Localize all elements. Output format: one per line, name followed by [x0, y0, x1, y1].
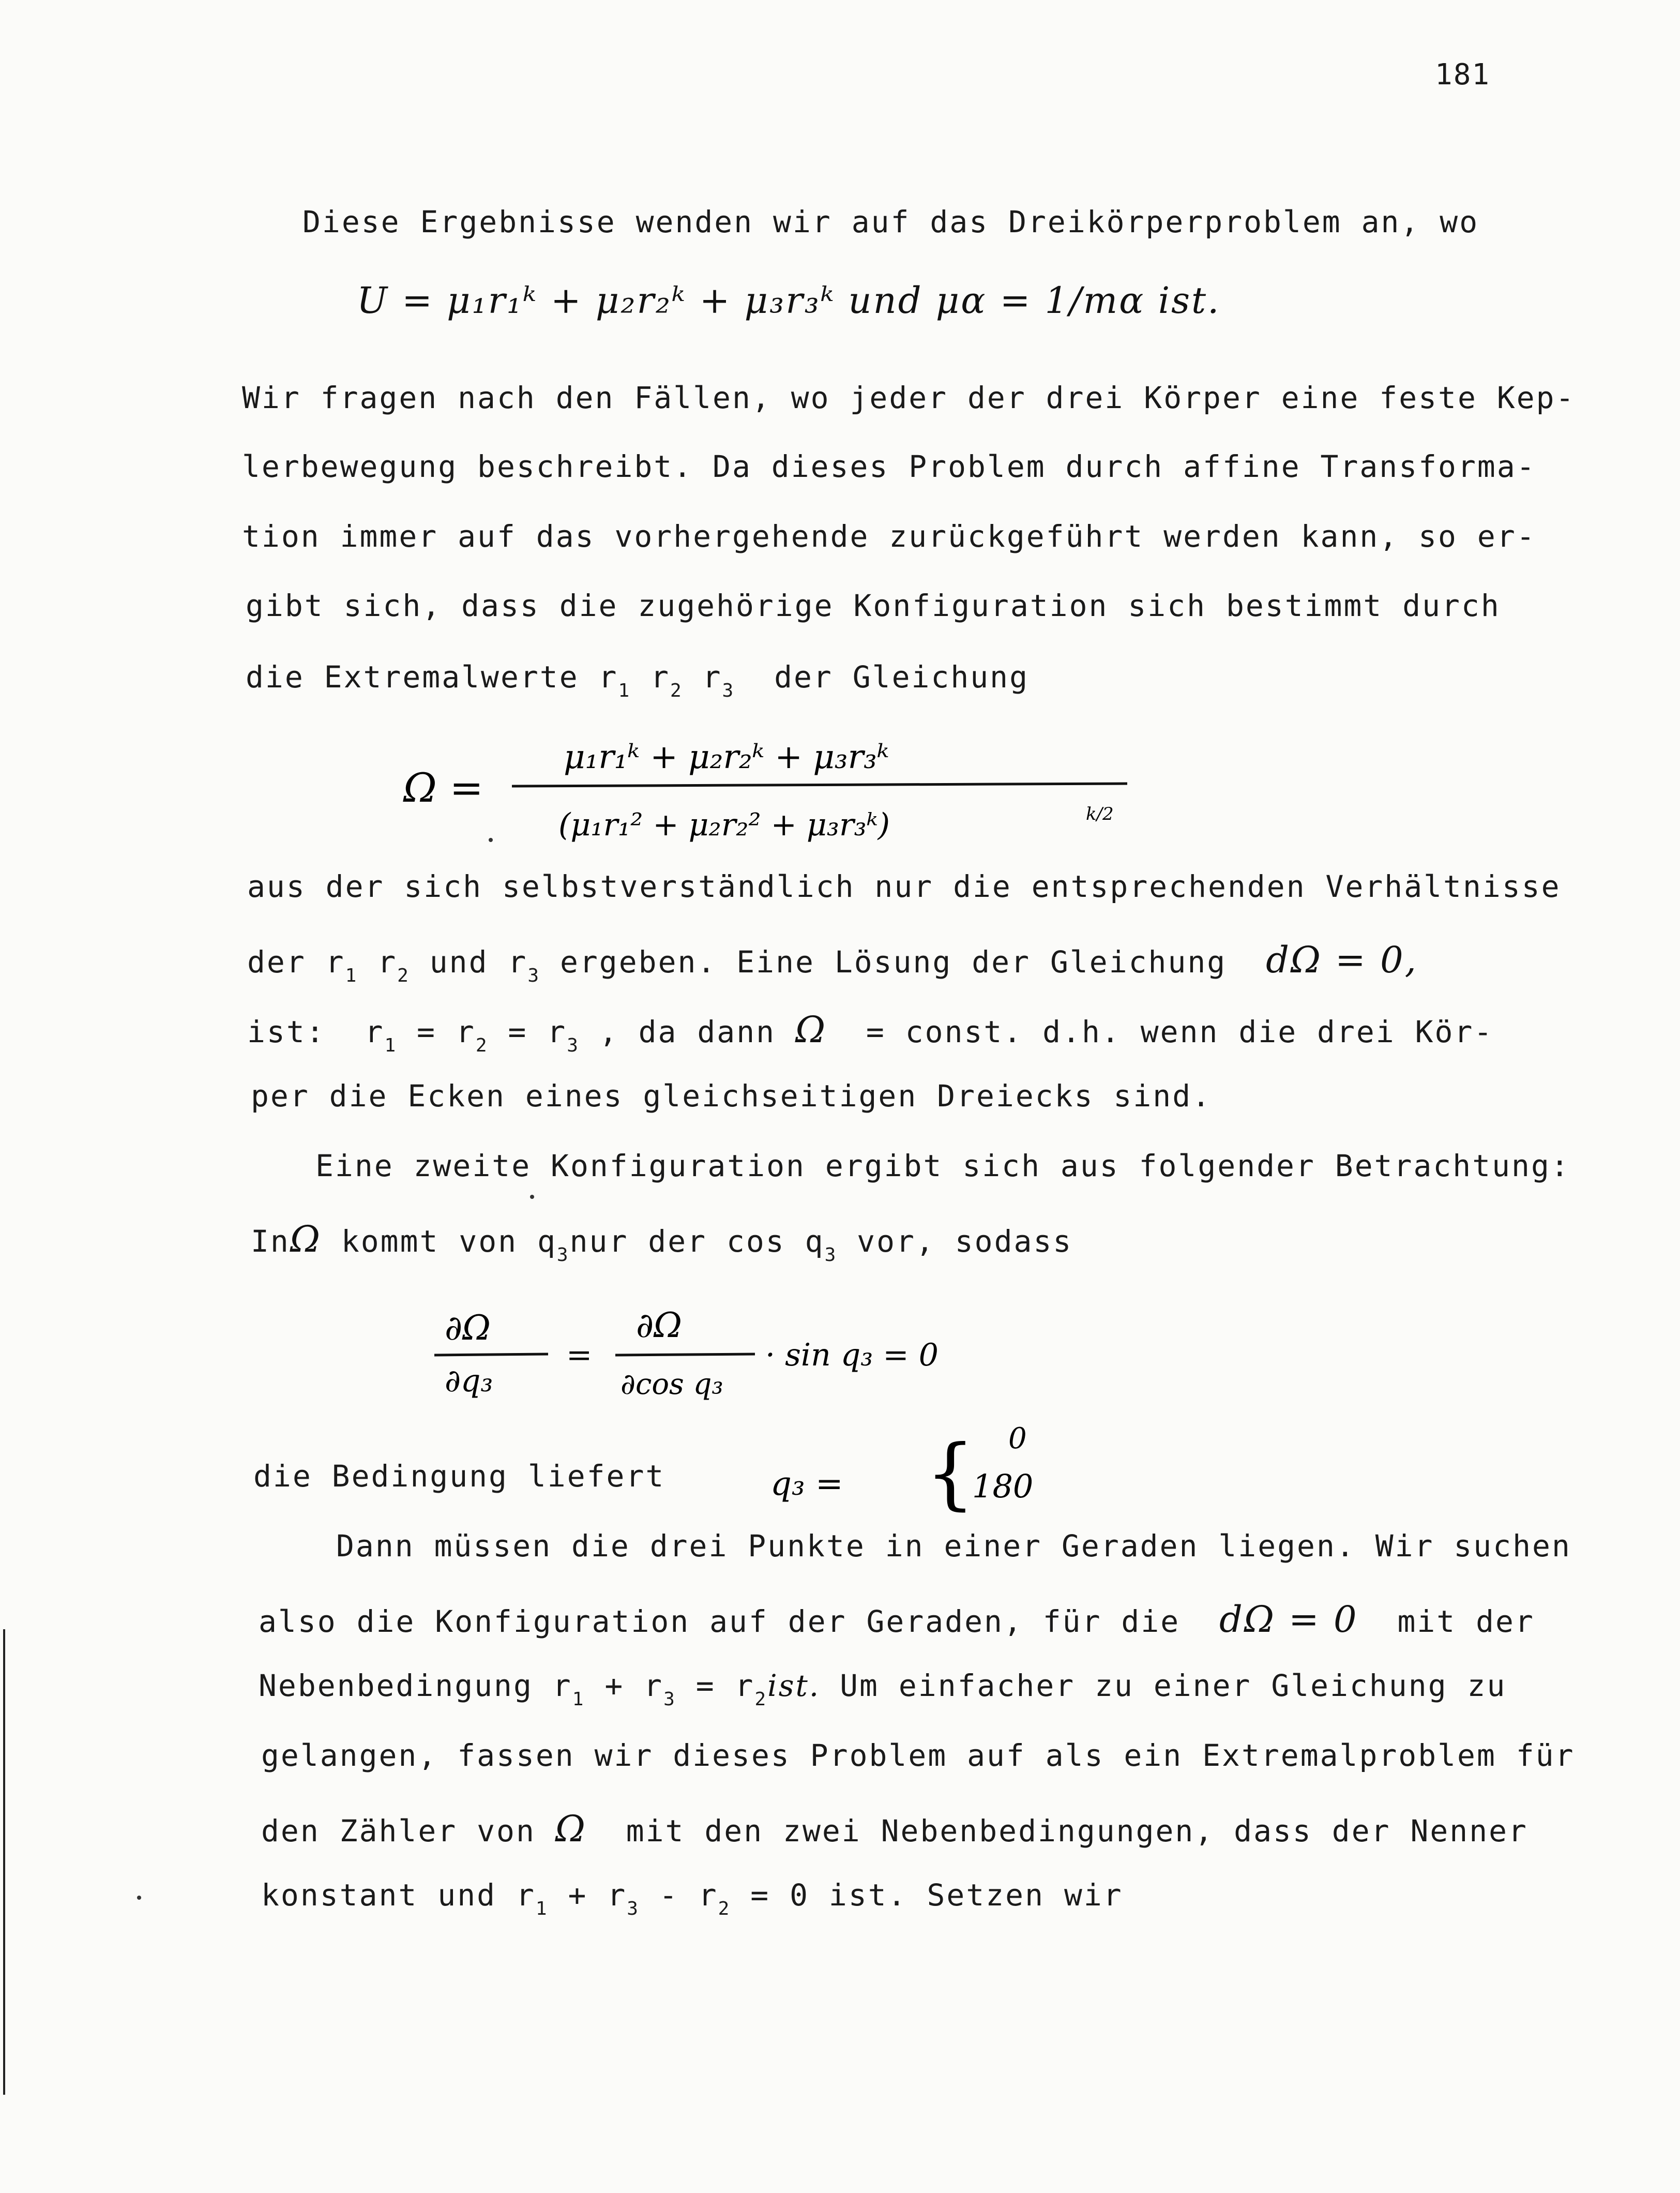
- subscript: 3: [567, 1035, 580, 1056]
- subscript: 3: [527, 965, 541, 986]
- q3-value-180: 180: [972, 1467, 1034, 1505]
- partial-tail: · sin q₃ = 0: [765, 1337, 939, 1373]
- text-fragment: Nebenbedingung r: [259, 1668, 572, 1703]
- text-line-1: Diese Ergebnisse wenden wir auf das Dreikörperproblem an, wo: [302, 204, 1479, 239]
- text-line-21: [261, 1808, 1528, 1850]
- text-fragment: vor, sodass: [857, 1224, 1073, 1259]
- subscript: 3: [627, 1898, 640, 1919]
- text-fragment: + r: [568, 1877, 627, 1913]
- partial-lhs-numerator: ∂Ω: [445, 1308, 491, 1348]
- text-fragment: = const. d.h. wenn die drei Kör-: [866, 1014, 1494, 1049]
- text-fragment: den Zähler von: [261, 1813, 536, 1849]
- subscript: 1: [535, 1898, 549, 1919]
- omega-exponent: k/2: [1086, 804, 1114, 824]
- q3-value-0: 0: [1008, 1422, 1027, 1455]
- text-line-18: [259, 1598, 1535, 1641]
- text-fragment: = r: [508, 1014, 567, 1049]
- text-line-20: gelangen, fassen wir dieses Problem auf als ein Extremalproblem für: [261, 1738, 1575, 1773]
- text-fragment: konstant und r: [261, 1877, 536, 1913]
- formula-potential-U: U = μ₁r₁ᵏ + μ₂r₂ᵏ + μ₃r₃ᵏ und μα = 1/mα ist.: [357, 279, 1221, 322]
- text-line-16: die Bedingung liefert: [253, 1459, 665, 1494]
- text-fragment: und r: [429, 944, 528, 980]
- equals-sign: =: [566, 1337, 593, 1373]
- fraction-bar: [615, 1354, 755, 1355]
- text-line-13: Eine zweite Konfiguration ergibt sich aus folgender Betrachtung:: [315, 1148, 1570, 1183]
- text-fragment: = 0 ist. Setzen wir: [750, 1877, 1123, 1913]
- text-fragment: die Extremalwerte r: [246, 659, 618, 695]
- omega-symbol: Ω: [555, 1808, 587, 1850]
- partial-lhs-denominator: ∂q₃: [445, 1363, 493, 1399]
- binding-edge: [3, 1629, 5, 2095]
- text-fragment: In: [251, 1224, 290, 1259]
- text-line-3: Wir fragen nach den Fällen, wo jeder der drei Körper eine feste Kep-: [242, 380, 1576, 415]
- subscript: 2: [475, 1035, 489, 1056]
- text-fragment: ergeben. Eine Lösung der Gleichung: [559, 944, 1227, 980]
- omega-symbol: Ω: [290, 1218, 322, 1260]
- text-line-6: gibt sich, dass die zugehörige Konfiguration sich bestimmt durch: [246, 588, 1501, 623]
- omega-lhs: Ω =: [403, 765, 483, 812]
- subscript: 3: [824, 1244, 838, 1266]
- formula-d-omega-eq-zero: dΩ = 0: [1219, 1598, 1358, 1641]
- text-line-17: Dann müssen die drei Punkte in einer Geraden liegen. Wir suchen: [336, 1528, 1571, 1564]
- subscript: 1: [618, 680, 631, 701]
- text-fragment: nur der cos q: [569, 1224, 825, 1259]
- text-fragment: , da dann: [599, 1014, 776, 1049]
- text-fragment: - r: [659, 1877, 718, 1913]
- formula-omega: [393, 724, 1148, 859]
- text-line-19: [259, 1668, 1507, 1710]
- text-line-5: tion immer auf das vorhergehende zurückgeführt werden kann, so er-: [242, 519, 1536, 554]
- omega-symbol: Ω: [795, 1009, 827, 1051]
- text-line-14: [251, 1218, 1073, 1266]
- page-number: 181: [1435, 58, 1491, 92]
- text-fragment: + r: [604, 1668, 664, 1703]
- subscript: 3: [556, 1244, 570, 1266]
- text-fragment: ist: r: [247, 1014, 385, 1049]
- text-fragment: mit der: [1397, 1604, 1535, 1639]
- q3-equals: q₃ =: [770, 1465, 843, 1503]
- omega-numerator: μ₁r₁ᵏ + μ₂r₂ᵏ + μ₃r₃ᵏ: [564, 738, 889, 776]
- partial-rhs-numerator: ∂Ω: [636, 1305, 682, 1345]
- text-fragment: mit den zwei Nebenbedingungen, dass der Nenner: [626, 1813, 1528, 1849]
- text-fragment: also die Konfiguration auf der Geraden, für die: [259, 1604, 1180, 1639]
- text-line-11: [247, 1009, 1494, 1056]
- text-line-9: aus der sich selbstverständlich nur die entsprechenden Verhältnisse: [247, 869, 1561, 904]
- stray-mark: [530, 1195, 534, 1199]
- formula-partial-derivative: [424, 1293, 1096, 1417]
- formula-d-omega-zero: dΩ = 0,: [1266, 939, 1418, 981]
- partial-rhs-denominator: ∂cos q₃: [620, 1368, 723, 1401]
- stray-mark: [489, 838, 493, 842]
- text-line-12: per die Ecken eines gleichseitigen Dreiecks sind.: [251, 1078, 1212, 1114]
- subscript: 1: [572, 1689, 585, 1710]
- text-fragment: der Gleichung: [774, 659, 1030, 695]
- formula-q3-values: [765, 1407, 1127, 1526]
- subscript: 2: [754, 1689, 768, 1710]
- text-fragment: = r: [417, 1014, 476, 1049]
- subscript: 2: [397, 965, 410, 986]
- text-line-10: der $r_1$ $r_2$ und $r_3$ ergeben. Eine Lösung der Gleichung dΩ = 0,: [247, 939, 1418, 986]
- subscript: 1: [384, 1035, 398, 1056]
- fraction-bar: [434, 1354, 548, 1355]
- subscript: 1: [345, 965, 358, 986]
- stray-mark: [137, 1896, 141, 1900]
- text-line-4: lerbewegung beschreibt. Da dieses Problem durch affine Transforma-: [242, 449, 1536, 484]
- text-fragment: kommt von q: [341, 1224, 557, 1259]
- text-line-22: [261, 1877, 1123, 1919]
- subscript: 3: [722, 680, 735, 701]
- text-fragment: = r: [695, 1668, 755, 1703]
- subscript: 2: [718, 1898, 731, 1919]
- subscript: 3: [663, 1689, 676, 1710]
- handwritten-ist: ist.: [767, 1668, 821, 1703]
- fraction-bar: [512, 784, 1127, 786]
- text-fragment: Um einfacher zu einer Gleichung zu: [840, 1668, 1507, 1703]
- subscript: 2: [670, 680, 683, 701]
- text-fragment: der r: [247, 944, 345, 980]
- brace: {: [926, 1429, 975, 1519]
- text-line-7: die Extremalwerte $r_1$ $r_2$ $r_3$ der Gleichung: [246, 659, 1030, 701]
- omega-denominator: (μ₁r₁² + μ₂r₂² + μ₃r₃ᵏ): [558, 807, 890, 843]
